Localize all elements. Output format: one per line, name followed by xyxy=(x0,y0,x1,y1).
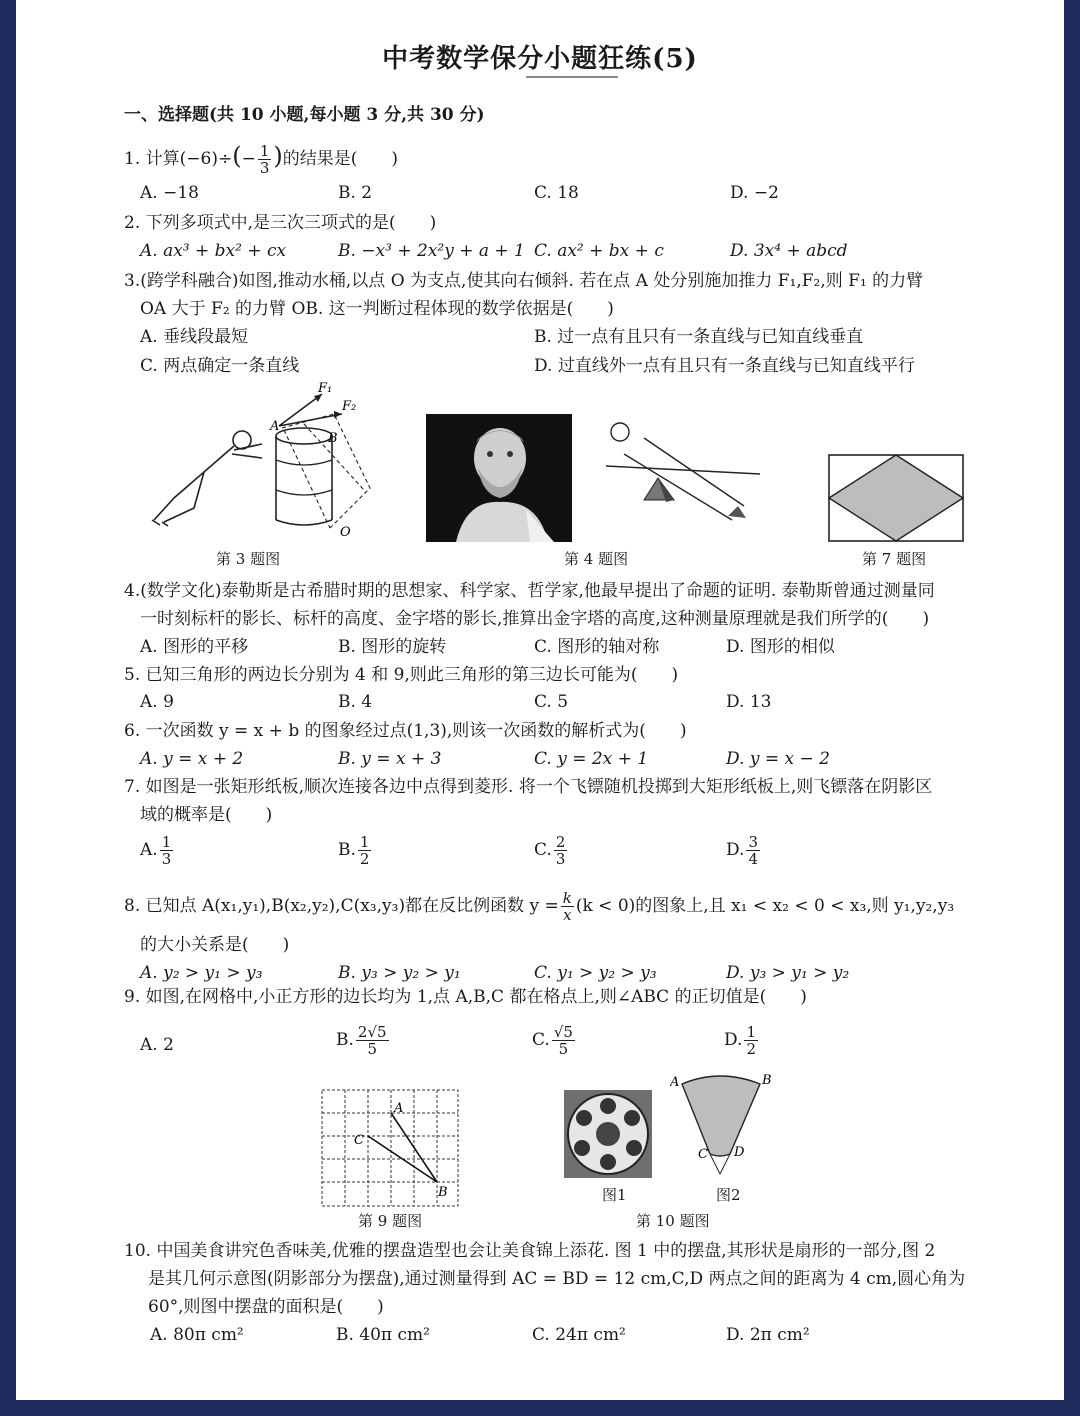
q8-option-b[interactable]: B. y₃ > y₂ > y₁ xyxy=(338,963,461,983)
fig7-caption: 第 7 题图 xyxy=(862,550,927,568)
fig10-sub2-caption: 图2 xyxy=(716,1186,741,1204)
q2-option-a[interactable]: A. ax³ + bx² + cx xyxy=(140,241,287,261)
fig3-label-f1: F₁ xyxy=(318,381,333,396)
q8-option-d[interactable]: D. y₃ > y₁ > y₂ xyxy=(726,963,850,983)
fig10-sub1-caption: 图1 xyxy=(602,1186,627,1204)
q8-option-a[interactable]: A. y₂ > y₁ > y₃ xyxy=(140,963,263,983)
question-3-line2: OA 大于 F₂ 的力臂 OB. 这一判断过程体现的数学依据是( ) xyxy=(140,299,614,319)
question-6-stem: 6. 一次函数 y = x + b 的图象经过点(1,3),则该一次函数的解析式为( ) xyxy=(124,721,687,741)
q1-option-b[interactable]: B. 2 xyxy=(338,183,373,203)
question-7-line1: 7. 如图是一张矩形纸板,顺次连接各边中点得到菱形. 将一个飞镖随机投掷到大矩形纸板上,则飞镖落在阴影区 xyxy=(124,777,933,797)
title-underline xyxy=(526,76,618,78)
figure-4-bust-photo xyxy=(426,414,576,542)
q3-option-b[interactable]: B. 过一点有且只有一条直线与已知直线垂直 xyxy=(534,327,864,347)
q2-option-b[interactable]: B. −x³ + 2x²y + a + 1 xyxy=(338,241,525,261)
figure-9-grid xyxy=(320,1088,462,1210)
fig10-label-b: B xyxy=(762,1073,772,1088)
q10-option-b[interactable]: B. 40π cm² xyxy=(336,1325,430,1345)
fig3-label-f2: F₂ xyxy=(342,399,357,414)
fig10-label-a: A xyxy=(670,1075,680,1090)
q4-option-d[interactable]: D. 图形的相似 xyxy=(726,637,835,657)
question-10-line1: 10. 中国美食讲究色香味美,优雅的摆盘造型也会让美食锦上添花. 图 1 中的摆盘,其形状是扇形的一部分,图 2 xyxy=(124,1241,936,1261)
figure-7-rhombus xyxy=(828,454,964,542)
q5-option-b[interactable]: B. 4 xyxy=(338,692,373,712)
q5-option-d[interactable]: D. 13 xyxy=(726,692,772,712)
q4-option-a[interactable]: A. 图形的平移 xyxy=(140,637,249,657)
q2-option-c[interactable]: C. ax² + bx + c xyxy=(534,241,664,261)
fig10-caption: 第 10 题图 xyxy=(636,1212,710,1230)
q6-option-b[interactable]: B. y = x + 3 xyxy=(338,749,442,769)
fig3-caption: 第 3 题图 xyxy=(216,550,281,568)
question-3-line1: 3.(跨学科融合)如图,推动水桶,以点 O 为支点,使其向右倾斜. 若在点 A 处分别施加推力 F₁,F₂,则 F₁ 的力臂 xyxy=(124,271,924,291)
q6-option-c[interactable]: C. y = 2x + 1 xyxy=(534,749,649,769)
fig10-label-d: D xyxy=(734,1145,745,1160)
fig3-label-o: O xyxy=(340,525,351,540)
q5-option-c[interactable]: C. 5 xyxy=(534,692,569,712)
q1-option-d[interactable]: D. −2 xyxy=(730,183,779,203)
q4-option-b[interactable]: B. 图形的旋转 xyxy=(338,637,447,657)
figure-10-sector xyxy=(670,1070,780,1186)
fig3-label-a: A xyxy=(270,419,280,434)
question-7-line2: 域的概率是( ) xyxy=(140,805,273,825)
q2-option-d[interactable]: D. 3x⁴ + abcd xyxy=(730,241,848,261)
fig9-label-c: C xyxy=(354,1133,364,1148)
question-4-line2: 一时刻标杆的影长、标杆的高度、金字塔的影长,推算出金字塔的高度,这种测量原理就是我们所学的( ) xyxy=(140,609,930,629)
q9-option-d[interactable]: D. $\frac{1}{2}$ xyxy=(724,1023,756,1058)
worksheet-page xyxy=(16,0,1064,1400)
q7-option-b[interactable]: B. $\frac{1}{2}$ xyxy=(338,833,370,868)
q10-option-c[interactable]: C. 24π cm² xyxy=(532,1325,626,1345)
fig3-label-b: B xyxy=(328,431,338,446)
q6-option-a[interactable]: A. y = x + 2 xyxy=(140,749,244,769)
question-8-line2: 的大小关系是( ) xyxy=(140,935,290,955)
q10-option-d[interactable]: D. 2π cm² xyxy=(726,1325,810,1345)
q3-option-d[interactable]: D. 过直线外一点有且只有一条直线与已知直线平行 xyxy=(534,356,915,376)
question-1-stem: 1. 计算(−6)÷(− $\frac{1}{3}$ )的结果是( ) xyxy=(124,142,399,177)
q3-option-a[interactable]: A. 垂线段最短 xyxy=(140,327,249,347)
q9-option-b[interactable]: B. $\frac{2√5}{5}$ xyxy=(336,1023,387,1058)
fig9-label-a: A xyxy=(394,1101,404,1116)
q4-option-c[interactable]: C. 图形的轴对称 xyxy=(534,637,660,657)
q6-option-d[interactable]: D. y = x − 2 xyxy=(726,749,830,769)
q9-option-a[interactable]: A. 2 xyxy=(140,1035,174,1055)
question-10-line2: 是其几何示意图(阴影部分为摆盘),通过测量得到 AC = BD = 12 cm,C,D 两点之间的距离为 4 cm,圆心角为 xyxy=(148,1269,966,1289)
question-4-line1: 4.(数学文化)泰勒斯是古希腊时期的思想家、科学家、哲学家,他最早提出了命题的证明. 泰勒斯曾通过测量同 xyxy=(124,581,935,601)
section-heading: 一、选择题(共 10 小题,每小题 3 分,共 30 分) xyxy=(124,105,485,125)
q3-option-c[interactable]: C. 两点确定一条直线 xyxy=(140,356,300,376)
question-2-stem: 2. 下列多项式中,是三次三项式的是( ) xyxy=(124,213,437,233)
page-title: 中考数学保分小题狂练(5) xyxy=(382,44,698,74)
figure-4-pyramid-diagram xyxy=(604,420,764,530)
q7-option-d[interactable]: D. $\frac{3}{4}$ xyxy=(726,833,758,868)
fig9-caption: 第 9 题图 xyxy=(358,1212,423,1230)
fig9-label-b: B xyxy=(438,1185,448,1200)
fig4-caption: 第 4 题图 xyxy=(564,550,629,568)
q1-fraction: $\frac{1}{3}$ xyxy=(259,142,270,177)
q8-option-c[interactable]: C. y₁ > y₂ > y₃ xyxy=(534,963,657,983)
figure-3-barrel xyxy=(134,380,374,540)
q5-option-a[interactable]: A. 9 xyxy=(140,692,174,712)
fig10-label-c: C xyxy=(698,1147,708,1162)
q7-option-a[interactable]: A. $\frac{1}{3}$ xyxy=(140,833,172,868)
q1-option-c[interactable]: C. 18 xyxy=(534,183,579,203)
question-8-line1: 8. 已知点 A(x₁,y₁),B(x₂,y₂),C(x₃,y₃)都在反比例函数 y = $\frac{k}{x}$ (k < 0)的图象上,且 x₁ < x₂ < 0 < x₃,则 y₁,y₂,y₃ xyxy=(124,889,955,924)
q7-option-c[interactable]: C. $\frac{2}{3}$ xyxy=(534,833,566,868)
question-10-line3: 60°,则图中摆盘的面积是( ) xyxy=(148,1297,384,1317)
q1-option-a[interactable]: A. −18 xyxy=(140,183,199,203)
question-9-stem: 9. 如图,在网格中,小正方形的边长均为 1,点 A,B,C 都在格点上,则∠ABC 的正切值是( ) xyxy=(124,987,807,1007)
q9-option-c[interactable]: C. $\frac{√5}{5}$ xyxy=(532,1023,573,1058)
question-5-stem: 5. 已知三角形的两边长分别为 4 和 9,则此三角形的第三边长可能为( ) xyxy=(124,665,679,685)
figure-10-plate-photo xyxy=(564,1090,652,1178)
q10-option-a[interactable]: A. 80π cm² xyxy=(150,1325,244,1345)
